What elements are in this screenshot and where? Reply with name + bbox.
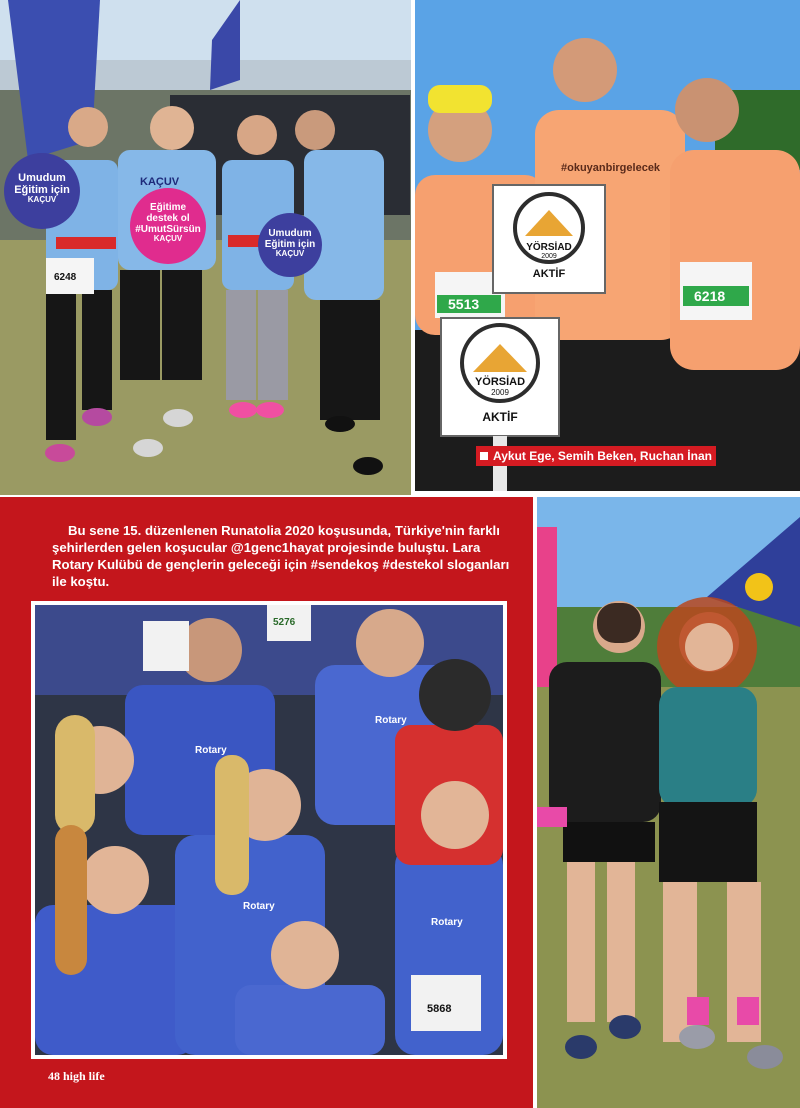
photo-bottom-right bbox=[537, 497, 800, 1108]
sign-3-line2: Eğitim için bbox=[264, 239, 316, 250]
sign-3-line1: Umudum bbox=[268, 228, 312, 239]
sign-3 bbox=[259, 228, 321, 259]
photo-caption bbox=[476, 446, 716, 466]
bib-top-left: 6248 bbox=[54, 272, 77, 283]
sign-2-line1: Eğitime bbox=[149, 202, 187, 213]
bib-6218: 6218 bbox=[694, 288, 726, 304]
sign-3-brand: KAÇUV bbox=[275, 249, 305, 258]
photo-caption-text: Aykut Ege, Semih Beken, Ruchan İnan bbox=[493, 449, 712, 463]
sign-status-upper: AKTİF bbox=[532, 268, 566, 280]
sign-logo-upper bbox=[520, 242, 578, 260]
sign-2-brand: KAÇUV bbox=[153, 234, 183, 243]
page-footer: 48 high life bbox=[48, 1069, 105, 1083]
sign-logo-upper-year: 2009 bbox=[541, 253, 557, 260]
photo-top-right bbox=[415, 0, 800, 491]
photo-rotary-group bbox=[35, 605, 503, 1055]
bib-5513: 5513 bbox=[448, 296, 480, 312]
sign-logo-lower-org: YÖRSİAD bbox=[474, 376, 526, 388]
shirt-rotary-3: Rotary bbox=[431, 917, 463, 928]
shirt-text-top-right: #okuyanbirgelecek bbox=[561, 162, 661, 174]
sign-1-line2: Eğitim için bbox=[14, 184, 70, 197]
sign-logo-upper-org: YÖRSİAD bbox=[526, 242, 572, 253]
sign-status-lower: AKTİF bbox=[482, 410, 518, 424]
article-text: Bu sene 15. düzenlenen Runatolia 2020 koşusunda, Türkiye'nin farklı şehirlerden gelen koşucular @1genc1hayat projesinde buluştu. Lara Rotary Kulübü de gençlerin geleceği için #sendekoş #destekol sloganları ile koştu. bbox=[52, 523, 510, 589]
sign-logo-lower-year: 2009 bbox=[491, 388, 509, 397]
sign-1-line1: Umudum bbox=[18, 172, 66, 184]
shirt-rotary-4: Rotary bbox=[375, 715, 407, 726]
bib-5276: 5276 bbox=[273, 617, 296, 628]
sign-logo-lower bbox=[468, 376, 532, 397]
sign-1 bbox=[6, 172, 78, 205]
sign-2-line3: #UmutSürsün bbox=[135, 224, 201, 235]
sign-1-brand: KAÇUV bbox=[27, 195, 57, 205]
caption-square-icon bbox=[480, 452, 488, 460]
sign-2-line2: destek ol bbox=[146, 213, 190, 224]
photo-top-left bbox=[0, 0, 411, 495]
bib-5868: 5868 bbox=[427, 1003, 452, 1015]
shirt-rotary-1: Rotary bbox=[195, 745, 227, 756]
sign-2 bbox=[132, 202, 204, 244]
shirt-text-top-left: KAÇUV bbox=[140, 176, 180, 188]
shirt-rotary-2: Rotary bbox=[243, 901, 275, 912]
